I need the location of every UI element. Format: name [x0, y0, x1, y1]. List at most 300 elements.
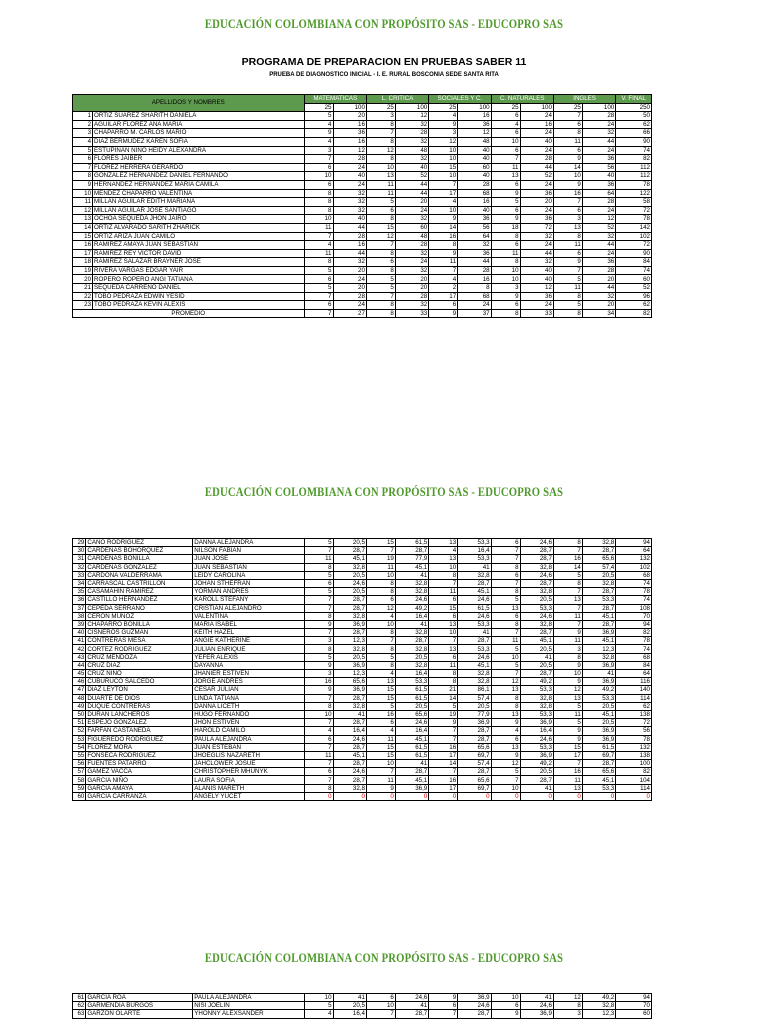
student-surname: CASTILLO HERNANDEZ	[86, 596, 193, 604]
score-cell: 41	[395, 571, 428, 579]
subject-header-matematicas: MATEMATICAS	[304, 95, 366, 104]
row-number: 29	[73, 539, 86, 547]
score-cell: 36,9	[582, 727, 615, 735]
row-number: 48	[73, 694, 86, 702]
score-cell: 61,5	[395, 694, 428, 702]
score-cell: 5	[491, 768, 520, 776]
score-cell: 11	[491, 249, 520, 258]
score-cell: 8	[553, 579, 582, 587]
score-cell: 16,4	[520, 727, 553, 735]
score-cell: 20,5	[333, 1002, 366, 1010]
score-cell: 4	[429, 198, 458, 207]
table-row	[73, 604, 652, 612]
score-cell: 11	[304, 555, 333, 563]
student-given-name: DAYANNA	[193, 661, 304, 669]
score-cell: 9	[429, 994, 458, 1002]
score-cell: 7	[304, 760, 333, 768]
score-cell: 32	[458, 241, 491, 250]
table-row	[73, 215, 652, 224]
score-cell: 20,5	[333, 653, 366, 661]
subject-header-row	[73, 95, 652, 104]
score-cell: 21	[429, 686, 458, 694]
row-number: 42	[73, 645, 86, 653]
score-cell: 5	[304, 1002, 333, 1010]
score-cell: 49,2	[582, 686, 615, 694]
score-cell: 65,6	[333, 678, 366, 686]
score-cell: 32,8	[458, 670, 491, 678]
score-cell: 16	[333, 120, 366, 129]
score-cell: 10	[553, 670, 582, 678]
student-surname: CEPEDA SERRANO	[86, 604, 193, 612]
score-cell: 28,7	[333, 719, 366, 727]
score-cell: 102	[616, 563, 652, 571]
score-cell: 44	[395, 180, 428, 189]
score-cell: 28,7	[333, 604, 366, 612]
score-cell: 8	[553, 292, 582, 301]
score-cell: 20,5	[582, 571, 615, 579]
average-cell: 82	[616, 309, 652, 318]
subject-header-ingles: INGLES	[553, 95, 615, 104]
table-row	[73, 555, 652, 563]
student-name: RAMIREZ AMAYA JUAN SEBASTIAN	[93, 241, 305, 250]
table-row	[73, 694, 652, 702]
score-cell: 16	[458, 112, 491, 121]
score-cell: 32	[395, 155, 428, 164]
score-cell: 19	[429, 710, 458, 718]
score-cell: 0	[304, 792, 333, 800]
score-cell: 8	[366, 661, 395, 669]
score-cell: 7	[553, 266, 582, 275]
student-given-name: JHANIER ESTIVEN	[193, 670, 304, 678]
score-cell: 49,2	[395, 604, 428, 612]
max-score-cell: 25	[491, 103, 520, 112]
score-cell: 20,5	[520, 645, 553, 653]
score-cell: 4	[429, 275, 458, 284]
row-number: 47	[73, 686, 86, 694]
score-cell: 10	[429, 172, 458, 181]
score-cell: 14	[553, 163, 582, 172]
student-name: ORTIZ ARIZA JUAN CAMILO	[93, 232, 305, 241]
row-number: 1	[73, 112, 93, 121]
student-surname: DUQUE CONTRERAS	[86, 702, 193, 710]
score-cell: 16	[520, 120, 553, 129]
score-cell: 16	[553, 189, 582, 198]
row-number: 16	[73, 241, 93, 250]
score-cell: 0	[520, 792, 553, 800]
student-given-name: CHRISTOPHER MHUNYK	[193, 768, 304, 776]
score-cell: 20,5	[582, 719, 615, 727]
table-row	[73, 137, 652, 146]
score-cell: 8	[491, 702, 520, 710]
score-cell: 41	[458, 629, 491, 637]
student-name: ORTIZ ALVARADO SARITH ZHARICK	[93, 223, 305, 232]
score-cell: 28,7	[333, 629, 366, 637]
subject-header-lectura: L. CRITICA	[366, 95, 428, 104]
score-cell: 7	[366, 637, 395, 645]
score-cell: 17	[429, 292, 458, 301]
score-cell: 5	[366, 284, 395, 293]
score-cell: 36	[582, 258, 615, 267]
table-row	[73, 258, 652, 267]
score-cell: 11	[429, 258, 458, 267]
score-cell: 6	[553, 120, 582, 129]
table-row	[73, 653, 652, 661]
score-cell: 28,7	[333, 760, 366, 768]
score-cell: 24	[520, 301, 553, 310]
score-cell: 12	[520, 284, 553, 293]
score-cell: 10	[429, 155, 458, 164]
score-cell: 61,5	[395, 751, 428, 759]
score-cell: 82	[616, 768, 652, 776]
score-cell: 10	[304, 994, 333, 1002]
student-given-name: JULIAN ENRIQUE	[193, 645, 304, 653]
table-row	[73, 1002, 652, 1010]
student-name: MILLAN AGUILAR EDITH MARIANA	[93, 198, 305, 207]
score-cell: 72	[616, 241, 652, 250]
score-cell: 6	[491, 146, 520, 155]
student-surname: GARZON OLARTE	[86, 1010, 193, 1018]
score-cell: 48	[395, 232, 428, 241]
results-table-1	[72, 94, 652, 318]
score-cell: 14	[553, 563, 582, 571]
score-cell: 9	[553, 727, 582, 735]
table-row	[73, 760, 652, 768]
row-number: 45	[73, 670, 86, 678]
score-cell: 24,6	[458, 1002, 491, 1010]
score-cell: 20,5	[333, 588, 366, 596]
average-cell: 8	[366, 309, 395, 318]
score-cell: 6	[304, 735, 333, 743]
score-cell: 20,5	[520, 596, 553, 604]
score-cell: 56	[582, 163, 615, 172]
table-row	[73, 275, 652, 284]
score-cell: 10	[491, 994, 520, 1002]
score-cell: 6	[366, 994, 395, 1002]
score-cell: 72	[616, 206, 652, 215]
score-cell: 8	[366, 137, 395, 146]
score-cell: 7	[429, 266, 458, 275]
student-given-name: JUAN JOSE	[193, 555, 304, 563]
score-cell: 5	[304, 112, 333, 121]
score-cell: 114	[616, 694, 652, 702]
score-cell: 48	[458, 137, 491, 146]
score-cell: 7	[304, 547, 333, 555]
score-cell: 16	[458, 198, 491, 207]
score-cell: 36,9	[333, 620, 366, 628]
row-number: 32	[73, 563, 86, 571]
score-cell: 24,6	[458, 612, 491, 620]
score-cell: 50	[616, 112, 652, 121]
table-row	[73, 579, 652, 587]
score-cell: 7	[366, 547, 395, 555]
score-cell: 7	[304, 604, 333, 612]
score-cell: 44	[520, 163, 553, 172]
score-cell: 5	[304, 653, 333, 661]
score-cell: 6	[491, 539, 520, 547]
score-cell: 100	[616, 760, 652, 768]
score-cell: 24	[333, 301, 366, 310]
score-cell: 7	[429, 579, 458, 587]
score-cell: 5	[491, 596, 520, 604]
score-cell: 20	[395, 198, 428, 207]
score-cell: 53,3	[520, 686, 553, 694]
score-cell: 7	[429, 727, 458, 735]
row-number: 14	[73, 223, 93, 232]
score-cell: 53,3	[582, 694, 615, 702]
student-given-name: HUGO FERNANDO	[193, 710, 304, 718]
score-cell: 15	[429, 604, 458, 612]
row-number: 51	[73, 719, 86, 727]
table-row	[73, 645, 652, 653]
score-cell: 10	[366, 620, 395, 628]
student-surname: CHAPARRO BONILLA	[86, 620, 193, 628]
row-number: 3	[73, 129, 93, 138]
score-cell: 32,8	[582, 579, 615, 587]
score-cell: 24	[520, 146, 553, 155]
score-cell: 9	[429, 215, 458, 224]
score-cell: 61,5	[395, 743, 428, 751]
score-cell: 10	[429, 629, 458, 637]
score-cell: 10	[553, 172, 582, 181]
score-cell: 4	[429, 112, 458, 121]
student-given-name: YORMAN ANDRES	[193, 588, 304, 596]
score-cell: 9	[553, 258, 582, 267]
score-cell: 7	[491, 579, 520, 587]
score-cell: 4	[366, 727, 395, 735]
student-surname: FONSECA RODRIGUEZ	[86, 751, 193, 759]
score-cell: 96	[616, 292, 652, 301]
score-cell: 6	[553, 146, 582, 155]
score-cell: 17	[429, 784, 458, 792]
student-name: OCHOA SEQUEDA JHON JAIRO	[93, 215, 305, 224]
score-cell: 10	[366, 571, 395, 579]
score-cell: 3	[553, 645, 582, 653]
score-cell: 24,6	[395, 719, 428, 727]
score-cell: 32,8	[582, 653, 615, 661]
score-cell: 11	[366, 735, 395, 743]
score-cell: 58	[616, 198, 652, 207]
score-cell: 12	[553, 994, 582, 1002]
student-given-name: LEIDY CAROLINA	[193, 571, 304, 579]
score-cell: 36,9	[582, 661, 615, 669]
score-cell: 7	[553, 547, 582, 555]
student-name: CHAPARRO M. CARLOS MARIO	[93, 129, 305, 138]
student-surname: DIAZ LEYTON	[86, 686, 193, 694]
score-cell: 16	[553, 555, 582, 563]
score-cell: 36,9	[582, 735, 615, 743]
score-cell: 52	[582, 223, 615, 232]
score-cell: 32	[395, 137, 428, 146]
score-cell: 6	[366, 206, 395, 215]
score-cell: 20	[333, 266, 366, 275]
score-cell: 41	[395, 1002, 428, 1010]
score-cell: 5	[304, 539, 333, 547]
score-cell: 12	[333, 146, 366, 155]
max-score-cell: 100	[458, 103, 491, 112]
score-cell: 28,7	[395, 547, 428, 555]
table-row	[73, 284, 652, 293]
table-row	[73, 112, 652, 121]
score-cell: 3	[304, 670, 333, 678]
student-name: MENDEZ CHAPARRO VALENTINA	[93, 189, 305, 198]
score-cell: 14	[429, 694, 458, 702]
score-cell: 0	[491, 792, 520, 800]
score-cell: 41	[333, 994, 366, 1002]
row-number: 36	[73, 596, 86, 604]
score-cell: 32,8	[395, 645, 428, 653]
row-number: 58	[73, 776, 86, 784]
score-cell: 138	[616, 751, 652, 759]
score-cell: 44	[395, 189, 428, 198]
score-cell: 7	[429, 735, 458, 743]
row-number: 55	[73, 751, 86, 759]
score-cell: 36	[458, 120, 491, 129]
score-cell: 7	[491, 670, 520, 678]
score-cell: 36,9	[520, 719, 553, 727]
score-cell: 74	[616, 579, 652, 587]
score-cell: 28,7	[333, 596, 366, 604]
score-cell: 78	[616, 215, 652, 224]
student-surname: CASAMAHIN RAMIREZ	[86, 588, 193, 596]
score-cell: 82	[616, 629, 652, 637]
score-cell: 16	[458, 275, 491, 284]
score-cell: 6	[491, 612, 520, 620]
score-cell: 13	[553, 784, 582, 792]
score-cell: 44	[582, 241, 615, 250]
student-surname: FIGUEREDO RODRIGUEZ	[86, 735, 193, 743]
score-cell: 32	[395, 301, 428, 310]
score-cell: 28	[582, 112, 615, 121]
score-cell: 16	[304, 678, 333, 686]
score-cell: 6	[304, 301, 333, 310]
score-cell: 53,3	[520, 604, 553, 612]
score-cell: 7	[366, 1010, 395, 1018]
score-cell: 6	[491, 206, 520, 215]
row-number: 4	[73, 137, 93, 146]
score-cell: 9	[491, 1010, 520, 1018]
score-cell: 24,6	[458, 596, 491, 604]
student-given-name: KAROLL STEFANY	[193, 596, 304, 604]
score-cell: 44	[582, 137, 615, 146]
score-cell: 13	[491, 743, 520, 751]
row-number: 53	[73, 735, 86, 743]
score-cell: 20,5	[520, 661, 553, 669]
score-cell: 7	[304, 155, 333, 164]
score-cell: 40	[582, 172, 615, 181]
score-cell: 36	[582, 155, 615, 164]
score-cell: 32,8	[333, 645, 366, 653]
score-cell: 28,7	[395, 768, 428, 776]
score-cell: 15	[366, 743, 395, 751]
score-cell: 16,4	[458, 547, 491, 555]
score-cell: 53,3	[520, 743, 553, 751]
max-score-cell: 250	[616, 103, 652, 112]
score-cell: 69,7	[582, 751, 615, 759]
score-cell: 28	[582, 198, 615, 207]
score-cell: 64	[458, 232, 491, 241]
score-cell: 15	[366, 686, 395, 694]
score-cell: 40	[458, 172, 491, 181]
score-cell: 16	[429, 743, 458, 751]
score-cell: 7	[429, 180, 458, 189]
score-cell: 49,2	[582, 994, 615, 1002]
score-cell: 8	[553, 653, 582, 661]
score-cell: 36,9	[520, 751, 553, 759]
table-row	[73, 702, 652, 710]
score-cell: 40	[458, 146, 491, 155]
score-cell: 68	[616, 653, 652, 661]
score-cell: 20	[395, 284, 428, 293]
score-cell: 6	[491, 735, 520, 743]
score-cell: 72	[520, 223, 553, 232]
student-surname: DURAN LANCHEROS	[86, 710, 193, 718]
score-cell: 6	[366, 719, 395, 727]
score-cell: 13	[553, 596, 582, 604]
score-cell: 20	[333, 284, 366, 293]
score-cell: 9	[366, 784, 395, 792]
score-cell: 7	[429, 1010, 458, 1018]
row-number: 40	[73, 629, 86, 637]
score-cell: 10	[491, 266, 520, 275]
score-cell: 28,7	[458, 735, 491, 743]
table-row	[73, 710, 652, 718]
score-cell: 32	[333, 206, 366, 215]
subject-header-naturales: C. NATURALES	[491, 95, 553, 104]
row-number: 41	[73, 637, 86, 645]
max-score-cell: 100	[582, 103, 615, 112]
table-row	[73, 232, 652, 241]
student-name: RIVERA VARGAS EDGAR YAIR	[93, 266, 305, 275]
score-cell: 5	[366, 702, 395, 710]
score-cell: 7	[304, 232, 333, 241]
score-cell: 49,2	[520, 760, 553, 768]
score-cell: 3	[304, 637, 333, 645]
score-cell: 11	[553, 776, 582, 784]
score-cell: 45,1	[520, 637, 553, 645]
average-cell: 37	[458, 309, 491, 318]
score-cell: 28,7	[520, 555, 553, 563]
score-cell: 6	[553, 249, 582, 258]
score-cell: 7	[304, 629, 333, 637]
score-cell: 44	[333, 223, 366, 232]
score-cell: 45,1	[458, 588, 491, 596]
score-cell: 11	[366, 776, 395, 784]
row-number: 59	[73, 784, 86, 792]
score-cell: 32,8	[333, 702, 366, 710]
score-cell: 10	[304, 172, 333, 181]
student-surname: CARDENAS GONZALEZ	[86, 563, 193, 571]
student-given-name: DANNA ALEJANDRA	[193, 539, 304, 547]
table-row	[73, 751, 652, 759]
score-cell: 11	[491, 163, 520, 172]
score-cell: 32	[395, 266, 428, 275]
student-name: ROPERO ROPERO ANGI TATIANA	[93, 275, 305, 284]
student-name: FLORES JAIBER	[93, 155, 305, 164]
student-surname: CORTEZ RODRIGUEZ	[86, 645, 193, 653]
score-cell: 24	[582, 249, 615, 258]
score-cell: 61,5	[395, 539, 428, 547]
score-cell: 0	[429, 792, 458, 800]
score-cell: 32,8	[395, 579, 428, 587]
score-cell: 13	[491, 686, 520, 694]
score-cell: 7	[553, 620, 582, 628]
score-cell: 66	[616, 129, 652, 138]
score-cell: 15	[429, 163, 458, 172]
max-score-cell: 25	[366, 103, 395, 112]
score-cell: 32,8	[458, 678, 491, 686]
student-name: GONZALEZ HERNANDEZ DANIEL FERNANDO	[93, 172, 305, 181]
row-number: 56	[73, 760, 86, 768]
